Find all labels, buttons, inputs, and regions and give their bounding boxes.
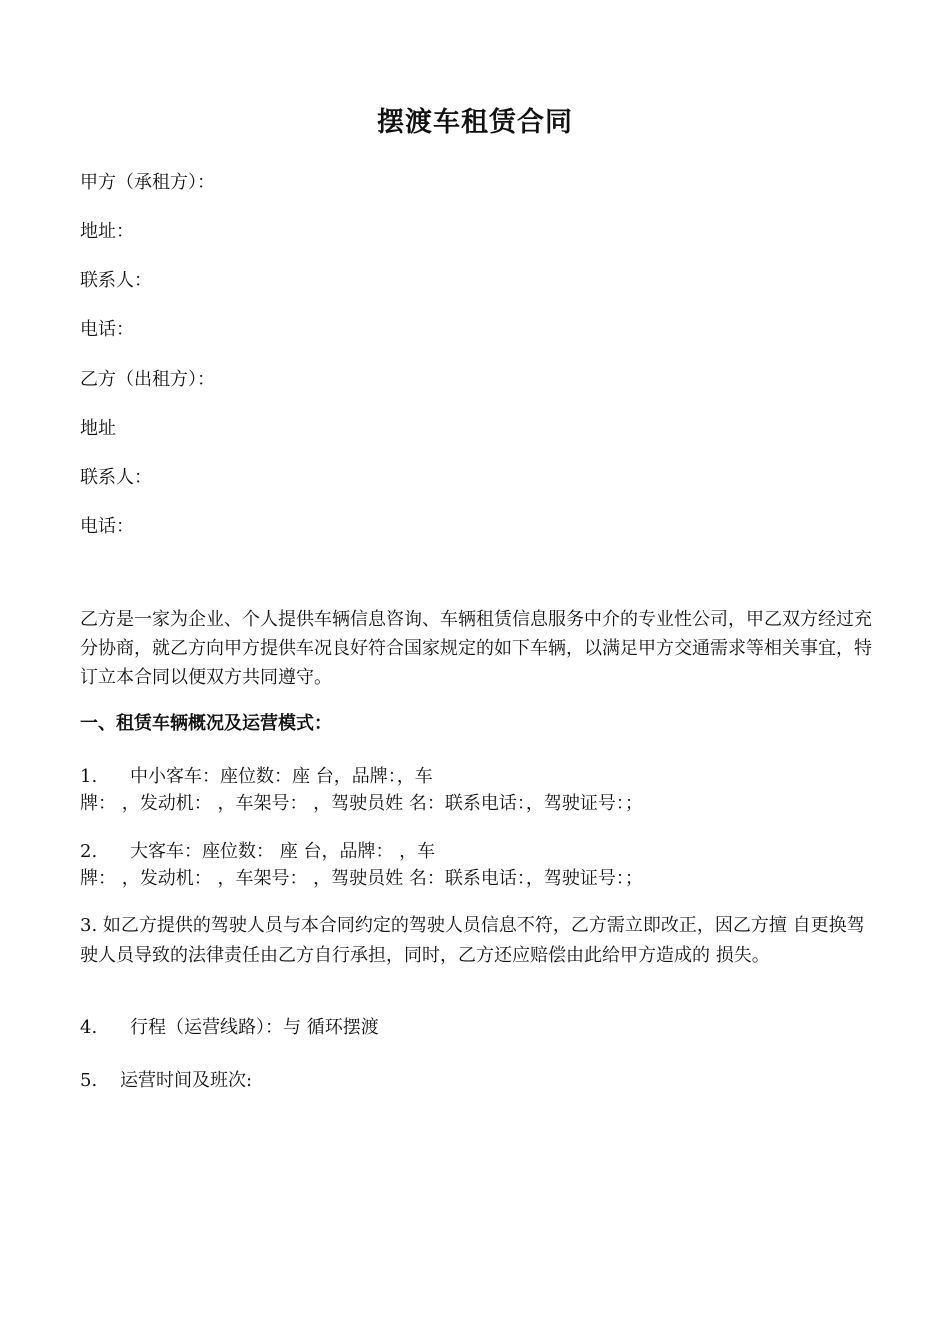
item-2-line-1	[80, 839, 435, 865]
party-b-label: 乙方（出租方）：	[80, 369, 215, 390]
item-1-line-1	[80, 764, 433, 790]
item-5-text: 运营时间及班次:	[120, 1070, 253, 1091]
section-1-heading: 一、租赁车辆概况及运营模式：	[80, 713, 332, 734]
item-4-number: 4.	[80, 1017, 98, 1038]
item-1-line-2: 牌： ，发动机： ，车架号： ，驾驶员姓 名：联系电话：，驾驶证号：；	[80, 793, 643, 814]
party-a-phone-label: 电话：	[80, 319, 134, 340]
item-2-number: 2.	[80, 841, 98, 862]
document-title: 摆渡车租赁合同	[377, 107, 573, 138]
item-4-text: 行程（运营线路）：与 循环摆渡	[130, 1017, 379, 1038]
item-4-line	[80, 1015, 379, 1041]
party-b-phone-label: 电话：	[80, 516, 134, 537]
party-b-contact-label: 联系人：	[80, 467, 152, 488]
party-b-address-label: 地址	[80, 418, 116, 439]
item-5-number: 5.	[80, 1070, 98, 1091]
party-a-contact-label: 联系人：	[80, 270, 152, 291]
party-a-address-label: 地址：	[80, 221, 134, 242]
item-2-line-2: 牌： ，发动机： ，车架号： ，驾驶员姓 名：联系电话：，驾驶证号：；	[80, 868, 643, 889]
item-3-paragraph: 3. 如乙方提供的驾驶人员与本合同约定的驾驶人员信息不符，乙方需立即改正，因乙方擅 自更换驾驶人员导致的法律责任由乙方自行承担，同时，乙方还应赔偿由此给甲方造成的 损失。	[80, 915, 865, 966]
item-5-line	[80, 1068, 252, 1094]
intro-paragraph: 乙方是一家为企业、个人提供车辆信息咨询、车辆租赁信息服务中介的专业性公司，甲乙双方经过充分协商，就乙方向甲方提供车况良好符合国家规定的如下车辆，以满足甲方交通需求等相关事宜，特订立本合同以便双方共同遵守。	[80, 609, 872, 688]
item-2-text: 大客车：座位数： 座 台，品牌： ，车	[130, 841, 436, 862]
item-1-text: 中小客车：座位数：座 台，品牌：，车	[130, 766, 433, 787]
party-a-label: 甲方（承租方）：	[80, 172, 215, 193]
item-1-number: 1.	[80, 766, 98, 787]
